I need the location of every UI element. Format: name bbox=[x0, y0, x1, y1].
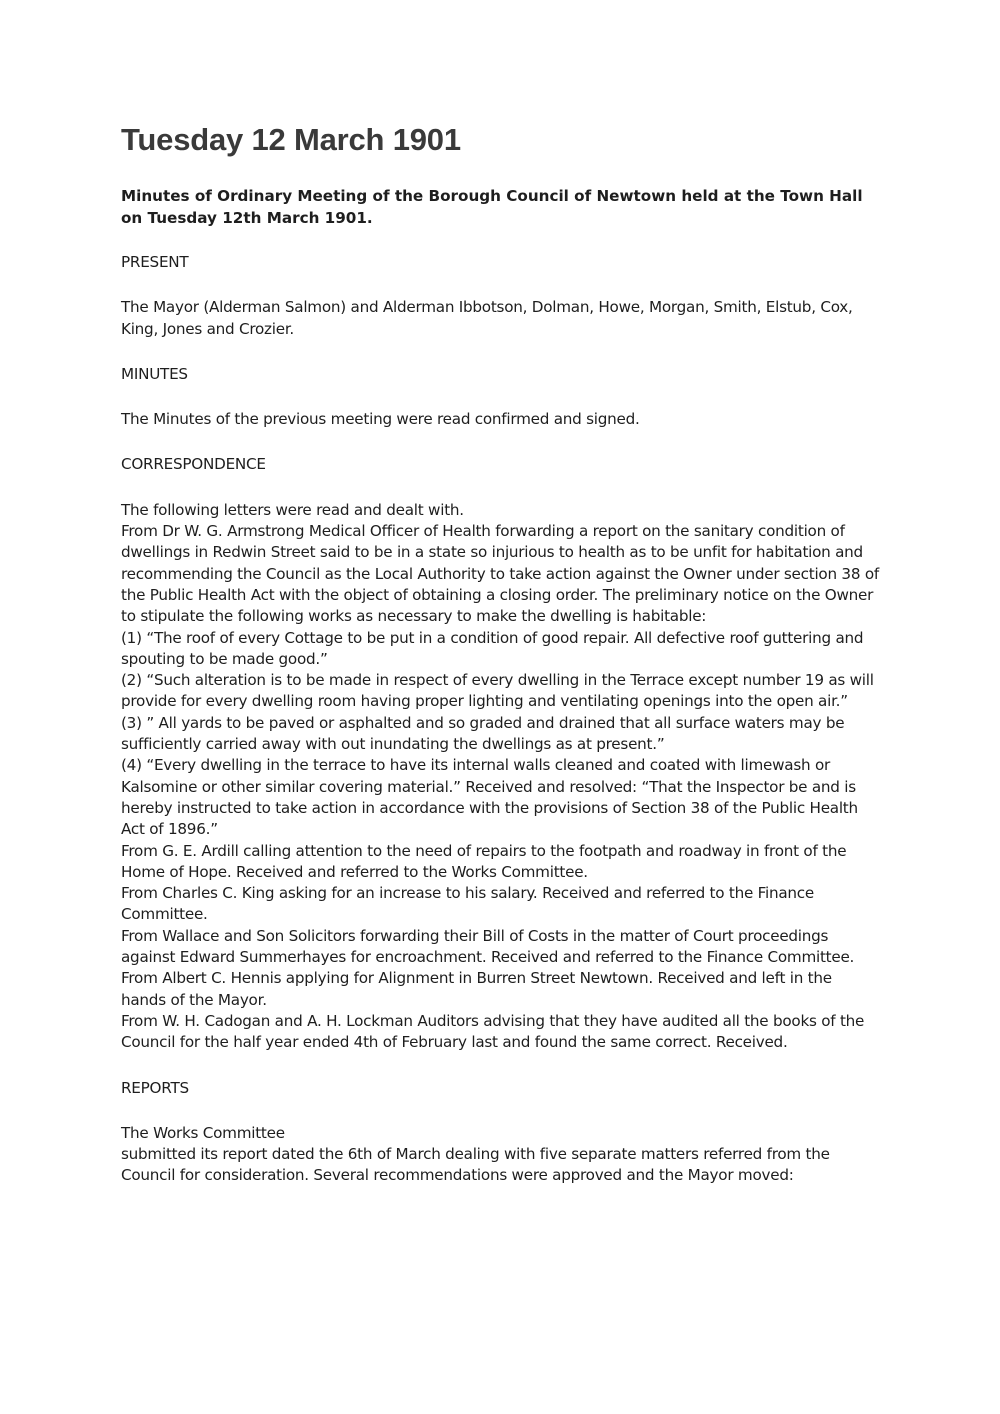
correspondence-block bbox=[121, 500, 881, 1054]
correspondence-line: (4) “Every dwelling in the terrace to have its internal walls cleaned and coated with limewash or Kalsomine or other similar covering material.” Received and resolved: “That the Inspector be and is hereby instructed to take action in accordance with the provisions of Section 38 of the Public Health Act of 1896.” bbox=[121, 756, 858, 839]
works-committee-heading: The Works Committee bbox=[121, 1123, 285, 1142]
correspondence-line: (3) ” All yards to be paved or asphalted and so graded and drained that all surface waters may be sufficiently carried away with out inundating the dwellings as at present.” bbox=[121, 713, 845, 754]
document-page bbox=[121, 118, 881, 1187]
reports-heading: REPORTS bbox=[121, 1078, 189, 1097]
correspondence-line: From Dr W. G. Armstrong Medical Officer of Health forwarding a report on the sanitary condition of dwellings in Redwin Street said to be in a state so injurious to health as to be unfit for habitation and recommending the Council as the Local Authority to take action against the Owner under section 38 of the Public Health Act with the object of obtaining a closing order. The preliminary notice on the Owner to stipulate the following works as necessary to make the dwelling is habitable: bbox=[121, 522, 879, 626]
correspondence-line: From Charles C. King asking for an increase to his salary. Received and referred to the Finance Committee. bbox=[121, 884, 814, 924]
minutes-text: The Minutes of the previous meeting were read confirmed and signed. bbox=[121, 410, 640, 429]
meeting-subtitle: Minutes of Ordinary Meeting of the Borough Council of Newtown held at the Town Hall on Tuesday 12th March 1901. bbox=[121, 187, 863, 227]
correspondence-line: From W. H. Cadogan and A. H. Lockman Auditors advising that they have audited all the books of the Council for the half year ended 4th of February last and found the same correct. Received. bbox=[121, 1011, 865, 1052]
works-committee-text: submitted its report dated the 6th of March dealing with five separate matters referred from the Council for consideration. Several recommendations were approved and the Mayor moved: bbox=[121, 1145, 830, 1185]
minutes-heading: MINUTES bbox=[121, 364, 188, 383]
correspondence-line: From Wallace and Son Solicitors forwarding their Bill of Costs in the matter of Court proceedings against Edward Summerhayes for encroachment. Received and referred to the Finance Committee. bbox=[121, 926, 855, 967]
correspondence-line: (1) “The roof of every Cottage to be put in a condition of good repair. All defective roof guttering and spouting to be made good.” bbox=[121, 628, 864, 668]
correspondence-line: From G. E. Ardill calling attention to the need of repairs to the footpath and roadway in front of the Home of Hope. Received and referred to the Works Committee. bbox=[121, 841, 847, 881]
correspondence-heading: CORRESPONDENCE bbox=[121, 455, 266, 474]
present-heading: PRESENT bbox=[121, 253, 189, 271]
correspondence-line: (2) “Such alteration is to be made in respect of every dwelling in the Terrace except number 19 as will provide for every dwelling room having proper lighting and ventilating openings into the open air.” bbox=[121, 671, 874, 711]
present-text: The Mayor (Alderman Salmon) and Alderman Ibbotson, Dolman, Howe, Morgan, Smith, Elstub, Cox, King, Jones and Crozier. bbox=[121, 298, 853, 338]
page-title: Tuesday 12 March 1901 bbox=[121, 122, 461, 157]
works-committee-block bbox=[121, 1123, 881, 1187]
correspondence-line: From Albert C. Hennis applying for Alignment in Burren Street Newtown. Received and left in the hands of the Mayor. bbox=[121, 969, 832, 1009]
correspondence-line: The following letters were read and dealt with. bbox=[121, 500, 464, 519]
